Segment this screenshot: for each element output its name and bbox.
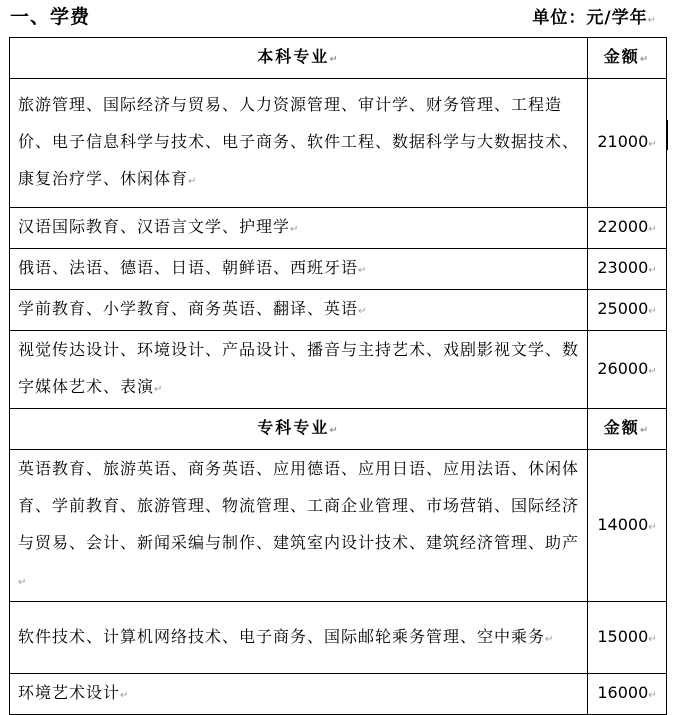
amount-cell: 15000↵	[588, 602, 667, 674]
table-edge-mark	[667, 120, 668, 150]
table-row	[10, 674, 667, 715]
paragraph-mark-icon: ↵	[358, 306, 368, 317]
undergrad-amount-header: 金额↵	[588, 38, 667, 79]
paragraph-mark-icon: ↵	[647, 15, 657, 26]
paragraph-mark-icon: ↵	[545, 633, 555, 645]
paragraph-mark-icon: ↵	[648, 265, 657, 276]
table-row	[10, 602, 667, 674]
paragraph-mark-icon: ↵	[648, 521, 657, 533]
amount-cell: 16000↵	[588, 674, 667, 715]
college-amount-header: 金额↵	[588, 409, 667, 450]
amount-cell: 26000↵	[588, 331, 667, 409]
amount-cell: 25000↵	[588, 290, 667, 331]
majors-cell: 汉语国际教育、汉语言文学、护理学↵	[10, 208, 588, 249]
majors-cell: 视觉传达设计、环境设计、产品设计、播音与主持艺术、戏剧影视文学、数字媒体艺术、表演↵	[10, 331, 588, 409]
table-row	[10, 290, 667, 331]
amount-cell: 23000↵	[588, 249, 667, 290]
majors-cell: 俄语、法语、德语、日语、朝鲜语、西班牙语↵	[10, 249, 588, 290]
paragraph-mark-icon: ↵	[329, 54, 340, 65]
table-header-row-undergrad	[10, 38, 667, 79]
majors-cell: 环境艺术设计↵	[10, 674, 588, 715]
majors-cell: 软件技术、计算机网络技术、电子商务、国际邮轮乘务管理、空中乘务↵	[10, 602, 588, 674]
paragraph-mark-icon: ↵	[648, 224, 657, 235]
paragraph-mark-icon: ↵	[358, 265, 368, 276]
table-row	[10, 450, 667, 602]
paragraph-mark-icon: ↵	[639, 54, 651, 65]
section-heading	[10, 2, 90, 29]
paragraph-mark-icon: ↵	[329, 425, 340, 436]
amount-cell: 21000↵	[588, 79, 667, 208]
unit-label	[532, 3, 657, 28]
table-row	[10, 249, 667, 290]
paragraph-mark-icon: ↵	[648, 365, 657, 377]
unit-text: 单位：元/学年	[532, 8, 648, 28]
paragraph-mark-icon: ↵	[648, 306, 657, 317]
table-header-row-college	[10, 409, 667, 450]
tuition-table	[9, 37, 667, 715]
paragraph-mark-icon: ↵	[290, 224, 300, 235]
paragraph-mark-icon: ↵	[120, 690, 130, 701]
paragraph-mark-icon: ↵	[648, 690, 657, 701]
table-row	[10, 79, 667, 208]
amount-cell: 22000↵	[588, 208, 667, 249]
paragraph-mark-icon: ↵	[648, 633, 657, 645]
paragraph-mark-icon: ↵	[154, 384, 164, 395]
majors-cell: 旅游管理、国际经济与贸易、人力资源管理、审计学、财务管理、工程造价、电子信息科学与技术、电子商务、软件工程、数据科学与大数据技术、康复治疗学、休闲体育↵	[10, 79, 588, 208]
majors-cell: 学前教育、小学教育、商务英语、翻译、英语↵	[10, 290, 588, 331]
paragraph-mark-icon: ↵	[639, 425, 651, 436]
paragraph-mark-icon: ↵	[18, 577, 28, 588]
paragraph-mark-icon: ↵	[188, 176, 198, 187]
undergrad-header-cell: 本科专业↵	[10, 38, 588, 79]
table-row	[10, 331, 667, 409]
amount-cell: 14000↵	[588, 450, 667, 602]
section-title: 一、学费	[10, 6, 91, 28]
majors-cell: 英语教育、旅游英语、商务英语、应用德语、应用日语、应用法语、休闲体育、学前教育、旅游管理、物流管理、工商企业管理、市场营销、国际经济与贸易、会计、新闻采编与制作、建筑室内设计技术、建筑经济管理、助产↵	[10, 450, 588, 602]
college-header-cell: 专科专业↵	[10, 409, 588, 450]
table-row	[10, 208, 667, 249]
paragraph-mark-icon: ↵	[648, 139, 657, 150]
